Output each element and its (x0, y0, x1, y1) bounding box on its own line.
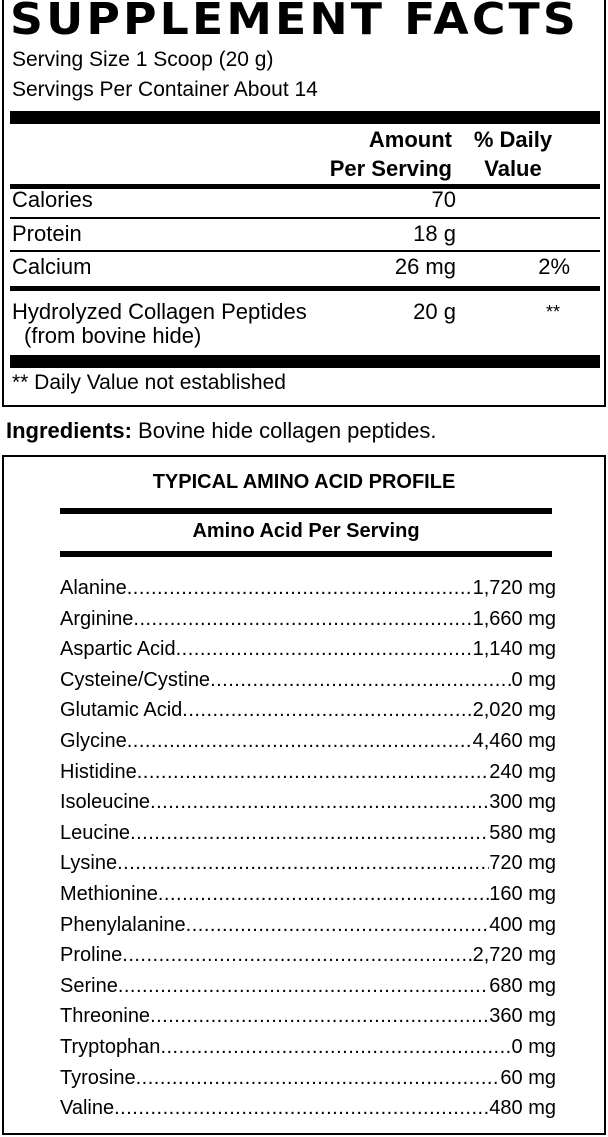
daily-value-footnote: ** Daily Value not established (12, 371, 286, 394)
amino-row-aspartic-acid (60, 634, 556, 665)
amino-row-phenylalanine (60, 910, 556, 941)
dot-leader (150, 787, 489, 818)
amino-row-leucine (60, 818, 556, 849)
nutrient-amount: 20 g (413, 299, 456, 324)
amino-name: Threonine (60, 1005, 151, 1028)
amino-divider-top (60, 508, 552, 514)
amino-row-glutamic-acid (60, 695, 556, 726)
amino-name: Arginine (60, 607, 134, 630)
dot-leader (150, 1001, 489, 1032)
nutrient-name: Hydrolyzed Collagen Peptides (12, 299, 307, 324)
amino-name: Lysine (60, 852, 118, 875)
dot-leader (137, 757, 490, 788)
ingredients-text: Bovine hide collagen peptides. (131, 418, 437, 443)
amino-acid-panel (2, 455, 606, 1135)
amino-row-alanine (60, 573, 556, 604)
dot-leader (130, 818, 489, 849)
amino-value: 4,460 mg (472, 729, 556, 752)
dot-leader (158, 879, 489, 910)
header-divider (10, 184, 600, 189)
amino-row-glycine (60, 726, 556, 757)
amino-row-proline (60, 940, 556, 971)
amino-value: 400 mg (489, 913, 556, 936)
dot-leader (114, 1093, 489, 1124)
amino-name: Phenylalanine (60, 913, 186, 936)
thick-divider-bottom (10, 355, 600, 368)
column-header-dv-line1: % Daily (473, 127, 553, 152)
dot-leader (118, 971, 489, 1002)
amino-row-valine (60, 1093, 556, 1124)
facts-title: SUPPLEMENT FACTS (10, 0, 579, 45)
nutrient-amount: 18 g (413, 221, 456, 246)
amino-name: Isoleucine (60, 791, 151, 814)
amino-value: 0 mg (511, 668, 556, 691)
amino-acid-list (60, 573, 556, 1124)
amino-value: 160 mg (489, 882, 556, 905)
nutrient-name: Calories (12, 187, 93, 212)
column-header-amount-line2: Per Serving (329, 156, 452, 181)
column-header-dv-line2: Value (484, 156, 542, 181)
amino-value: 240 mg (489, 760, 556, 783)
amino-row-tryptophan (60, 1032, 556, 1063)
supplement-facts-panel (2, 0, 606, 407)
amino-name: Valine (60, 1097, 115, 1120)
nutrient-source: (from bovine hide) (24, 323, 202, 348)
amino-value: 720 mg (489, 852, 556, 875)
amino-value: 60 mg (500, 1066, 556, 1089)
dot-leader (122, 940, 472, 971)
amino-value: 1,660 mg (472, 607, 556, 630)
amino-value: 1,720 mg (472, 577, 556, 599)
row-divider (10, 250, 600, 252)
dot-leader (186, 910, 490, 941)
column-header-amount (282, 125, 452, 183)
amino-row-arginine (60, 604, 556, 635)
nutrient-daily-value: 2% (538, 254, 570, 279)
thick-divider-top (10, 111, 600, 124)
dot-leader (210, 665, 511, 696)
dot-leader (117, 848, 489, 879)
amino-row-cysteine (60, 665, 556, 696)
amino-value: 360 mg (489, 1005, 556, 1028)
amino-profile-title: TYPICAL AMINO ACID PROFILE (152, 471, 456, 493)
amino-name: Serine (60, 974, 118, 997)
dot-leader (127, 573, 473, 604)
servings-per-container: Servings Per Container About 14 (12, 78, 318, 101)
amino-value: 1,140 mg (472, 638, 556, 661)
amino-name: Methionine (60, 882, 158, 905)
amino-value: 300 mg (489, 791, 556, 814)
amino-value: 680 mg (489, 974, 556, 997)
amino-name: Proline (60, 944, 123, 967)
column-header-daily-value (458, 125, 568, 183)
ingredients-label: Ingredients: (6, 418, 132, 443)
dot-leader (136, 1063, 501, 1094)
ingredients-line (6, 418, 436, 444)
dot-leader (176, 634, 473, 665)
amino-divider-bottom (60, 551, 552, 557)
amino-row-threonine (60, 1001, 556, 1032)
amino-name: Tyrosine (60, 1066, 136, 1089)
amino-name: Leucine (60, 821, 131, 844)
serving-size: Serving Size 1 Scoop (20 g) (12, 48, 274, 71)
amino-value: 2,020 mg (472, 699, 556, 722)
amino-name: Aspartic Acid (60, 638, 176, 661)
dot-leader (127, 726, 473, 757)
dot-leader (182, 695, 472, 726)
row-divider (10, 217, 600, 219)
amino-row-methionine (60, 879, 556, 910)
amino-column-header: Amino Acid Per Serving (192, 520, 420, 542)
amino-row-histidine (60, 757, 556, 788)
amino-name: Cysteine/Cystine (60, 668, 211, 691)
row-divider-heavy (10, 286, 600, 291)
dot-leader (133, 604, 472, 635)
nutrient-name: Calcium (12, 254, 92, 279)
amino-row-isoleucine (60, 787, 556, 818)
amino-name: Glutamic Acid (60, 699, 183, 722)
nutrient-amount: 70 (431, 187, 456, 212)
amino-value: 580 mg (489, 821, 556, 844)
amino-value: 2,720 mg (472, 944, 556, 967)
amino-name: Histidine (60, 760, 137, 783)
dot-leader (160, 1032, 511, 1063)
amino-name: Tryptophan (60, 1035, 161, 1058)
amino-name: Alanine (60, 577, 127, 599)
nutrient-amount: 26 mg (394, 254, 456, 279)
column-header-amount-line1: Amount (368, 127, 452, 152)
amino-row-serine (60, 971, 556, 1002)
amino-row-tyrosine (60, 1063, 556, 1094)
nutrient-daily-value: ** (545, 302, 560, 322)
amino-value: 0 mg (511, 1035, 556, 1058)
amino-name: Glycine (60, 729, 127, 752)
amino-row-lysine (60, 848, 556, 879)
amino-value: 480 mg (489, 1097, 556, 1120)
nutrient-name: Protein (12, 221, 82, 246)
